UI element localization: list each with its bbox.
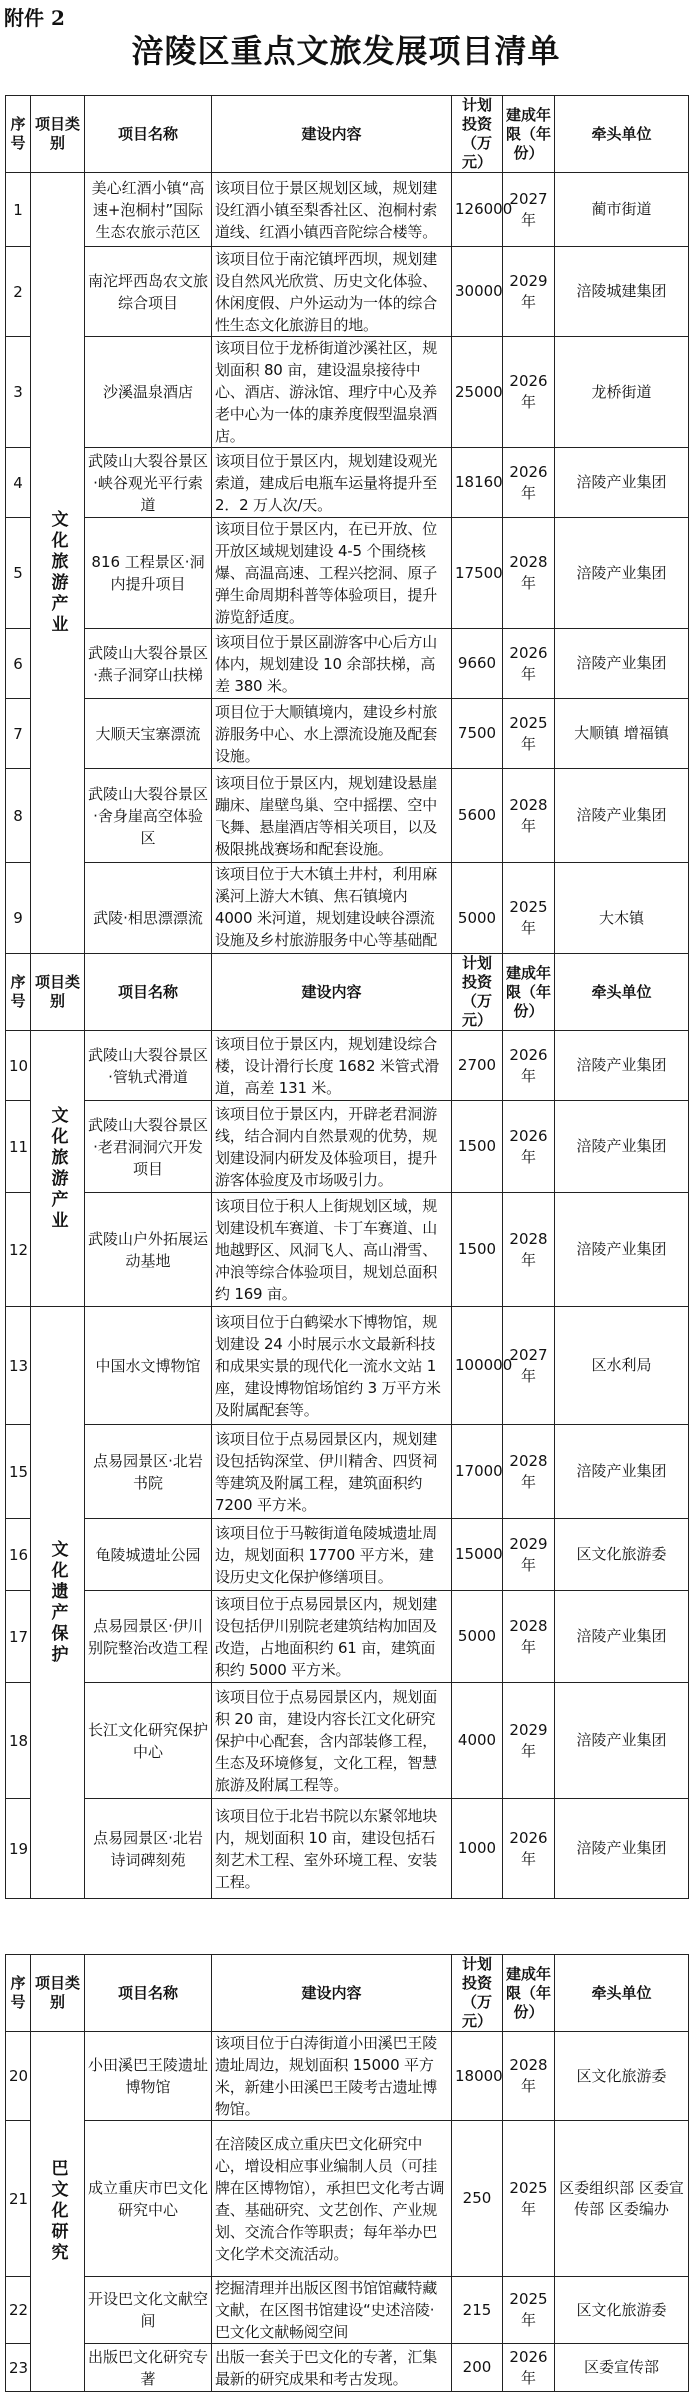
row-year: 2026 年 bbox=[503, 629, 555, 699]
row-name: 出版巴文化研究专著 bbox=[85, 2344, 212, 2392]
project-table-block-2 bbox=[5, 953, 689, 1899]
row-content: 该项目位于点易园景区内，规划建设包括钩深堂、伊川精舍、四贤祠等建筑及附属工程，建筑面积约 7200 平方米。 bbox=[212, 1425, 452, 1519]
row-year: 2029 年 bbox=[503, 1519, 555, 1591]
row-seq: 9 bbox=[6, 863, 31, 974]
row-content: 该项目位于景区内，开辟老君洞游线，结合洞内自然景观的优势，规划建设洞内研发及体验项目，提升游客体验度及市场吸引力。 bbox=[212, 1101, 452, 1193]
header-row bbox=[6, 1955, 689, 2032]
row-content: 该项目位于景区内，在已开放、位开放区域规划建设 4-5 个围绕核爆、高温高速、工程兴挖洞、原子弹生命周期科普等体验项目，提升游览舒适度。 bbox=[212, 518, 452, 629]
table-row bbox=[6, 1683, 689, 1799]
row-lead: 涪陵产业集团 bbox=[555, 629, 689, 699]
row-lead: 涪陵产业集团 bbox=[555, 1799, 689, 1899]
row-investment: 126000 bbox=[452, 173, 503, 247]
table-row bbox=[6, 1591, 689, 1683]
table-row bbox=[6, 2277, 689, 2344]
row-name: 武陵山户外拓展运动基地 bbox=[85, 1193, 212, 1307]
row-lead: 龙桥街道 bbox=[555, 337, 689, 448]
row-lead: 区水利局 bbox=[555, 1307, 689, 1425]
row-name: 龟陵城遗址公园 bbox=[85, 1519, 212, 1591]
table-row bbox=[6, 699, 689, 769]
header-category: 项目类别 bbox=[31, 954, 85, 1031]
row-seq: 5 bbox=[6, 518, 31, 629]
row-investment: 1500 bbox=[452, 1193, 503, 1307]
row-lead: 涪陵城建集团 bbox=[555, 247, 689, 337]
row-year: 2029 年 bbox=[503, 1683, 555, 1799]
row-year: 2027 年 bbox=[503, 173, 555, 247]
row-seq: 6 bbox=[6, 629, 31, 699]
row-lead: 区委宣传部 bbox=[555, 2344, 689, 2392]
attachment-label: 附件 2 bbox=[4, 6, 65, 30]
row-name: 武陵·相思漂漂流 bbox=[85, 863, 212, 974]
row-name: 成立重庆市巴文化研究中心 bbox=[85, 2121, 212, 2277]
row-seq: 10 bbox=[6, 1031, 31, 1101]
row-name: 中国水文博物馆 bbox=[85, 1307, 212, 1425]
row-year: 2026 年 bbox=[503, 1031, 555, 1101]
header-year: 建成年限（年份） bbox=[503, 96, 555, 173]
row-name: 长江文化研究保护中心 bbox=[85, 1683, 212, 1799]
row-investment: 25000 bbox=[452, 337, 503, 448]
row-seq: 15 bbox=[6, 1425, 31, 1519]
row-name: 武陵山大裂谷景区·管轨式滑道 bbox=[85, 1031, 212, 1101]
row-content: 该项目位于点易园景区内，规划建设包括伊川别院老建筑结构加固及改造，占地面积约 61 亩，建筑面积约 5000 平方米。 bbox=[212, 1591, 452, 1683]
row-content: 该项目位于景区副游客中心后方山体内，规划建设 10 余部扶梯，高差 380 米。 bbox=[212, 629, 452, 699]
row-lead: 大顺镇 增福镇 bbox=[555, 699, 689, 769]
row-seq: 2 bbox=[6, 247, 31, 337]
row-investment: 17000 bbox=[452, 1425, 503, 1519]
row-seq: 13 bbox=[6, 1307, 31, 1425]
row-lead: 涪陵产业集团 bbox=[555, 769, 689, 863]
row-year: 2028 年 bbox=[503, 2032, 555, 2121]
row-content: 该项目位于白鹤梁水下博物馆，规划建设 24 小时展示水文最新科技和成果实景的现代化一流水文站 1 座，建设博物馆场馆约 3 万平方米及附属配套等。 bbox=[212, 1307, 452, 1425]
row-investment: 4000 bbox=[452, 1683, 503, 1799]
row-year: 2025 年 bbox=[503, 699, 555, 769]
row-name: 武陵山大裂谷景区·老君洞洞穴开发项目 bbox=[85, 1101, 212, 1193]
row-year: 2028 年 bbox=[503, 1591, 555, 1683]
row-content: 该项目位于积人上街规划区域，规划建设机车赛道、卡丁车赛道、山地越野区、风洞飞人、高山滑雪、冲浪等综合体验项目，规划总面积约 169 亩。 bbox=[212, 1193, 452, 1307]
row-lead: 蔺市街道 bbox=[555, 173, 689, 247]
header-investment: 计划投资（万元） bbox=[452, 954, 503, 1031]
table-row bbox=[6, 2344, 689, 2392]
row-year: 2025 年 bbox=[503, 863, 555, 974]
row-name: 武陵山大裂谷景区·燕子洞穿山扶梯 bbox=[85, 629, 212, 699]
row-lead: 涪陵产业集团 bbox=[555, 1425, 689, 1519]
category-label: 文化旅游产业 bbox=[47, 1105, 68, 1232]
header-name: 项目名称 bbox=[85, 96, 212, 173]
row-seq: 20 bbox=[6, 2032, 31, 2121]
header-name: 项目名称 bbox=[85, 954, 212, 1031]
row-name: 开设巴文化文献空间 bbox=[85, 2277, 212, 2344]
row-seq: 16 bbox=[6, 1519, 31, 1591]
row-investment: 18000 bbox=[452, 2032, 503, 2121]
row-seq: 22 bbox=[6, 2277, 31, 2344]
table-row bbox=[6, 1031, 689, 1101]
row-seq: 19 bbox=[6, 1799, 31, 1899]
row-year: 2026 年 bbox=[503, 1101, 555, 1193]
row-name: 南沱坪西岛农文旅综合项目 bbox=[85, 247, 212, 337]
header-investment: 计划投资（万元） bbox=[452, 1955, 503, 2032]
row-year: 2025 年 bbox=[503, 2277, 555, 2344]
row-investment: 1500 bbox=[452, 1101, 503, 1193]
row-content: 该项目位于白涛街道小田溪巴王陵遗址周边，规划面积 15000 平方米，新建小田溪巴王陵考古遗址博物馆。 bbox=[212, 2032, 452, 2121]
row-lead: 区文化旅游委 bbox=[555, 1519, 689, 1591]
row-year: 2027 年 bbox=[503, 1307, 555, 1425]
row-year: 2026 年 bbox=[503, 1799, 555, 1899]
table-row bbox=[6, 1425, 689, 1519]
row-content: 挖掘清理并出版区图书馆馆藏特藏文献，在区图书馆建设“史述涪陵·巴文化文献畅阅空间 bbox=[212, 2277, 452, 2344]
row-name: 点易园景区·北岩诗词碑刻苑 bbox=[85, 1799, 212, 1899]
document-title: 涪陵区重点文旅发展项目清单 bbox=[131, 32, 561, 70]
header-name: 项目名称 bbox=[85, 1955, 212, 2032]
header-seq: 序号 bbox=[6, 96, 31, 173]
row-investment: 7500 bbox=[452, 699, 503, 769]
row-seq: 18 bbox=[6, 1683, 31, 1799]
table-row bbox=[6, 448, 689, 518]
category-label: 文化遗产保护 bbox=[47, 1539, 68, 1666]
row-content: 在涪陵区成立重庆巴文化研究中心，增设相应事业编制人员（可挂牌在区博物馆），承担巴文化考古调查、基础研究、文艺创作、产业规划、交流合作等职责；每年举办巴文化学术交流活动。 bbox=[212, 2121, 452, 2277]
header-seq: 序号 bbox=[6, 1955, 31, 2032]
header-lead: 牵头单位 bbox=[555, 96, 689, 173]
row-lead: 涪陵产业集团 bbox=[555, 1193, 689, 1307]
row-name: 美心红酒小镇“高速+泡桐村”国际生态农旅示范区 bbox=[85, 173, 212, 247]
row-lead: 涪陵产业集团 bbox=[555, 1591, 689, 1683]
table-row bbox=[6, 1101, 689, 1193]
header-category: 项目类别 bbox=[31, 1955, 85, 2032]
row-content: 该项目位于龙桥街道沙溪社区，规划面积 80 亩，建设温泉接待中心、酒店、游泳馆、理疗中心及养老中心为一体的康养度假型温泉酒店。 bbox=[212, 337, 452, 448]
row-name: 武陵山大裂谷景区·舍身崖高空体验区 bbox=[85, 769, 212, 863]
row-content: 该项目位于大木镇土井村，利用麻溪河上游大木镇、焦石镇境内 4000 米河道，规划建设峡谷漂流设施及乡村旅游服务中心等基础配 bbox=[212, 863, 452, 974]
row-lead: 大木镇 bbox=[555, 863, 689, 974]
row-name: 武陵山大裂谷景区·峡谷观光平行索道 bbox=[85, 448, 212, 518]
header-row bbox=[6, 96, 689, 173]
row-investment: 250 bbox=[452, 2121, 503, 2277]
category-label: 巴文化研究 bbox=[47, 2159, 68, 2264]
row-name: 沙溪温泉酒店 bbox=[85, 337, 212, 448]
header-lead: 牵头单位 bbox=[555, 1955, 689, 2032]
row-investment: 30000 bbox=[452, 247, 503, 337]
row-investment: 100000 bbox=[452, 1307, 503, 1425]
header-lead: 牵头单位 bbox=[555, 954, 689, 1031]
row-lead: 涪陵产业集团 bbox=[555, 1683, 689, 1799]
row-year: 2028 年 bbox=[503, 769, 555, 863]
row-investment: 200 bbox=[452, 2344, 503, 2392]
row-investment: 2700 bbox=[452, 1031, 503, 1101]
row-investment: 5000 bbox=[452, 863, 503, 974]
table-row bbox=[6, 1307, 689, 1425]
row-name: 点易园景区·北岩书院 bbox=[85, 1425, 212, 1519]
row-seq: 11 bbox=[6, 1101, 31, 1193]
row-seq: 12 bbox=[6, 1193, 31, 1307]
row-content: 该项目位于景区规划区域，规划建设红酒小镇至梨香社区、泡桐村索道线、红酒小镇西音陀综合楼等。 bbox=[212, 173, 452, 247]
row-year: 2025 年 bbox=[503, 2121, 555, 2277]
category-label: 文化旅游产业 bbox=[47, 510, 68, 636]
row-seq: 1 bbox=[6, 173, 31, 247]
row-year: 2026 年 bbox=[503, 2344, 555, 2392]
row-year: 2028 年 bbox=[503, 1193, 555, 1307]
row-investment: 5000 bbox=[452, 1591, 503, 1683]
row-seq: 7 bbox=[6, 699, 31, 769]
row-lead: 区委组织部 区委宣传部 区委编办 bbox=[555, 2121, 689, 2277]
row-seq: 8 bbox=[6, 769, 31, 863]
table-row bbox=[6, 337, 689, 448]
row-lead: 区文化旅游委 bbox=[555, 2032, 689, 2121]
row-name: 816 工程景区·洞内提升项目 bbox=[85, 518, 212, 629]
row-year: 2029 年 bbox=[503, 247, 555, 337]
row-content: 该项目位于景区内，规划建设观光索道，建成后电瓶车运量将提升至 2．2 万人次/天。 bbox=[212, 448, 452, 518]
row-content: 该项目位于景区内，规划建设综合楼，设计滑行长度 1682 米管式滑道，高差 131 米。 bbox=[212, 1031, 452, 1101]
header-content: 建设内容 bbox=[212, 954, 452, 1031]
row-lead: 涪陵产业集团 bbox=[555, 518, 689, 629]
table-row bbox=[6, 769, 689, 863]
header-year: 建成年限（年份） bbox=[503, 954, 555, 1031]
row-name: 点易园景区·伊川别院整治改造工程 bbox=[85, 1591, 212, 1683]
row-lead: 涪陵产业集团 bbox=[555, 1101, 689, 1193]
header-year: 建成年限（年份） bbox=[503, 1955, 555, 2032]
header-investment: 计划投资（万元） bbox=[452, 96, 503, 173]
table-row bbox=[6, 518, 689, 629]
row-investment: 5600 bbox=[452, 769, 503, 863]
row-investment: 15000 bbox=[452, 1519, 503, 1591]
row-lead: 涪陵产业集团 bbox=[555, 1031, 689, 1101]
category-cell bbox=[31, 173, 85, 974]
category-cell bbox=[31, 1307, 85, 1899]
table-row bbox=[6, 247, 689, 337]
row-seq: 4 bbox=[6, 448, 31, 518]
row-content: 该项目位于景区内，规划建设悬崖蹦床、崖壁鸟巢、空中摇摆、空中飞舞、悬崖酒店等相关项目，以及极限挑战赛场和配套设施。 bbox=[212, 769, 452, 863]
row-seq: 23 bbox=[6, 2344, 31, 2392]
row-content: 该项目位于点易园景区内，规划面积 20 亩，建设内容长江文化研究保护中心配套，含内部装修工程，生态及环境修复，文化工程，智慧旅游及附属工程等。 bbox=[212, 1683, 452, 1799]
row-seq: 17 bbox=[6, 1591, 31, 1683]
table-row bbox=[6, 629, 689, 699]
row-content: 该项目位于马鞍街道龟陵城遗址周边，规划面积 17700 平方米，建设历史文化保护修缮项目。 bbox=[212, 1519, 452, 1591]
row-investment: 1000 bbox=[452, 1799, 503, 1899]
row-content: 该项目位于南沱镇坪西坝，规划建设自然风光欣赏、历史文化体验、休闲度假、户外运动为一体的综合性生态文化旅游目的地。 bbox=[212, 247, 452, 337]
table-row bbox=[6, 2032, 689, 2121]
row-seq: 3 bbox=[6, 337, 31, 448]
row-year: 2026 年 bbox=[503, 337, 555, 448]
row-content: 该项目位于北岩书院以东紧邻地块内，规划面积 10 亩，建设包括石刻艺术工程、室外环境工程、安装工程。 bbox=[212, 1799, 452, 1899]
row-lead: 涪陵产业集团 bbox=[555, 448, 689, 518]
header-row bbox=[6, 954, 689, 1031]
row-year: 2028 年 bbox=[503, 518, 555, 629]
row-investment: 18160 bbox=[452, 448, 503, 518]
row-investment: 17500 bbox=[452, 518, 503, 629]
project-table-block-3 bbox=[5, 1954, 689, 2392]
table-row bbox=[6, 2121, 689, 2277]
row-lead: 区文化旅游委 bbox=[555, 2277, 689, 2344]
table-row bbox=[6, 173, 689, 247]
row-name: 大顺天宝寨漂流 bbox=[85, 699, 212, 769]
header-seq: 序号 bbox=[6, 954, 31, 1031]
row-investment: 215 bbox=[452, 2277, 503, 2344]
row-content: 项目位于大顺镇境内，建设乡村旅游服务中心、水上漂流设施及配套设施。 bbox=[212, 699, 452, 769]
header-content: 建设内容 bbox=[212, 96, 452, 173]
header-category: 项目类别 bbox=[31, 96, 85, 173]
row-investment: 9660 bbox=[452, 629, 503, 699]
row-seq: 21 bbox=[6, 2121, 31, 2277]
header-content: 建设内容 bbox=[212, 1955, 452, 2032]
row-year: 2026 年 bbox=[503, 448, 555, 518]
row-content: 出版一套关于巴文化的专著，汇集最新的研究成果和考古发现。 bbox=[212, 2344, 452, 2392]
table-row bbox=[6, 1519, 689, 1591]
category-cell bbox=[31, 2032, 85, 2392]
table-row bbox=[6, 1799, 689, 1899]
category-cell bbox=[31, 1031, 85, 1307]
table-row bbox=[6, 1193, 689, 1307]
project-table-block-1 bbox=[5, 95, 689, 974]
row-year: 2028 年 bbox=[503, 1425, 555, 1519]
row-name: 小田溪巴王陵遗址博物馆 bbox=[85, 2032, 212, 2121]
